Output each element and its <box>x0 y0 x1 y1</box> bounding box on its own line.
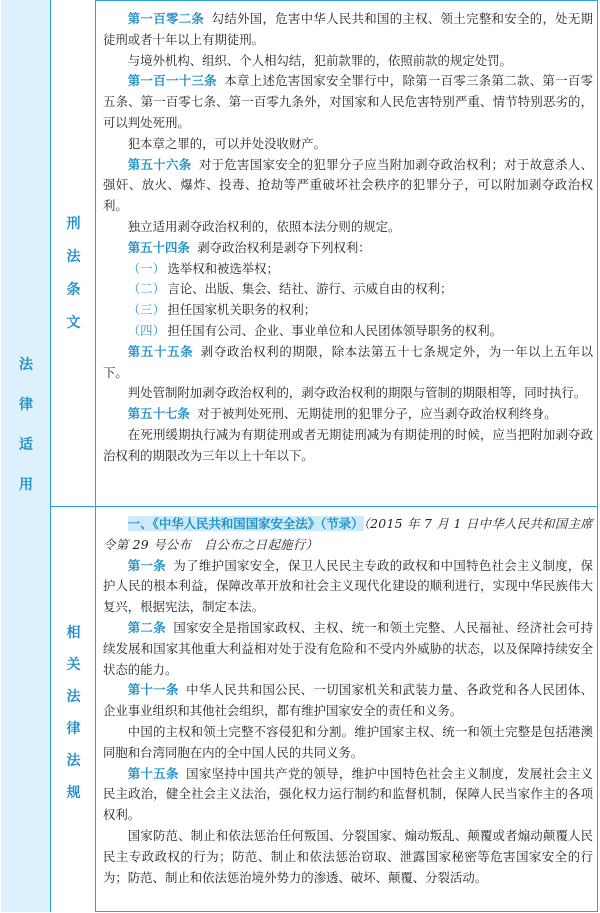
category-label-criminal-law: 刑 法 条 文 <box>66 216 81 331</box>
article-number: 第一条 <box>127 557 166 573</box>
article-number: 第一百零二条 <box>127 11 205 26</box>
list-item: （二） 言论、出版、集会、结社、游行、示威自由的权利； <box>127 281 453 297</box>
article-number: 第五十七条 <box>127 406 190 422</box>
category-label-related-laws: 相 关 法 律 法 规 <box>66 625 81 801</box>
article-paragraph: 第十五条 国家坚持中国共产党的领导，维护中国特色社会主义制度，发展社会主义民主政治，健全社会主义法治，强化权力运行制约和监督机制，保障人民当家作主的各项权利。 <box>103 765 594 823</box>
law-heading <box>103 514 593 556</box>
paragraph: 中国的主权和领土完整不容侵犯和分割。维护国家主权、统一和领土完整是包括港澳同胞和台湾同胞在内的全中国人民的共同义务。 <box>103 723 593 760</box>
paragraph: 独立适用剥夺政治权利的，依照本法分则的规定。 <box>127 218 401 234</box>
article-paragraph: 第十一条 中华人民共和国公民、一切国家机关和武装力量、各政党和各人民团体、企业事业组织和其他社会组织，都有维护国家安全的责任和义务。 <box>103 682 594 719</box>
category-label-legal-application: 法 律 适 用 <box>19 357 33 493</box>
paragraph: 在死刑缓期执行减为有期徒刑或者无期徒刑减为有期徒刑的时候，应当把附加剥夺政治权利的期限改为三年以上十年以下。 <box>103 426 593 463</box>
article-paragraph: 第一百零二条 勾结外国，危害中华人民共和国的主权、领土完整和安全的，处无期徒刑或者十年以上有期徒刑。 <box>103 11 594 47</box>
law-note: （2015 年 7 月 1 日中华人民共和国主席令第 29 号公布 自公布之日起施行） <box>103 516 593 552</box>
article-paragraph: 第一条 为了维护国家安全，保卫人民民主专政的政权和中国特色社会主义制度，保护人民的根本利益，保障改革开放和社会主义现代化建设的顺利进行，实现中华民族伟大复兴，根据宪法，制定本法。 <box>103 557 594 615</box>
article-number: 第十五条 <box>127 765 179 781</box>
paragraph: 判处管制附加剥夺政治权利的，剥夺政治权利的期限与管制的期限相等，同时执行。 <box>127 385 587 401</box>
article-paragraph: 第一百一十三条 本章上述危害国家安全罪行中，除第一百零三条第二款、第一百零五条、第一百零七条、第一百零九条外，对国家和人民危害特别严重、情节特别恶劣的，可以判处死刑。 <box>103 73 594 130</box>
paragraph: 犯本章之罪的，可以并处没收财产。 <box>127 135 327 151</box>
paragraph: 国家防范、制止和依法惩治任何叛国、分裂国家、煽动叛乱、颠覆或者煽动颠覆人民民主专政政权的行为；防范、制止和依法惩治窃取、泄露国家秘密等危害国家安全的行为；防范、制止和依法惩治境外势力的渗透、破坏、颠覆、分裂活动。 <box>103 827 593 885</box>
article-number: 第五十六条 <box>127 156 192 172</box>
article-number: 第五十四条 <box>127 239 190 255</box>
article-paragraph: 第五十七条 对于被判处死刑、无期徒刑的犯罪分子，应当剥夺政治权利终身。 <box>127 406 557 422</box>
list-item: （四） 担任国有公司、企业、事业单位和人民团体领导职务的权利。 <box>127 322 502 338</box>
list-item: （一） 选举权和被选举权； <box>127 260 279 276</box>
article-number: 第五十五条 <box>127 343 194 359</box>
law-title: 一、《中华人民共和国国家安全法》（节录） <box>127 516 364 531</box>
paragraph: 与境外机构、组织、个人相勾结，犯前款罪的，依照前款的规定处罚。 <box>127 52 512 68</box>
section-divider <box>51 506 598 507</box>
article-number: 第一百一十三条 <box>127 73 217 89</box>
article-number: 第二条 <box>127 619 166 635</box>
criminal-law-section <box>103 9 593 467</box>
article-paragraph: 第五十四条 剥夺政治权利是剥夺下列权利： <box>127 239 371 255</box>
article-number: 第十一条 <box>127 682 179 698</box>
list-item: （三） 担任国家机关职务的权利； <box>127 302 317 318</box>
related-law-section <box>103 514 593 888</box>
article-paragraph: 第五十五条 剥夺政治权利的期限，除本法第五十七条规定外，为一年以上五年以下。 <box>103 343 594 380</box>
article-paragraph: 第五十六条 对于危害国家安全的犯罪分子应当附加剥夺政治权利；对于故意杀人、强奸、放火、爆炸、投毒、抢劫等严重破坏社会秩序的犯罪分子，可以附加剥夺政治权利。 <box>103 156 593 214</box>
article-paragraph: 第二条 国家安全是指国家政权、主权、统一和领土完整、人民福祉、经济社会可持续发展和国家其他重大利益相对处于没有危险和不受内外威胁的状态，以及保障持续安全状态的能力。 <box>103 619 594 677</box>
